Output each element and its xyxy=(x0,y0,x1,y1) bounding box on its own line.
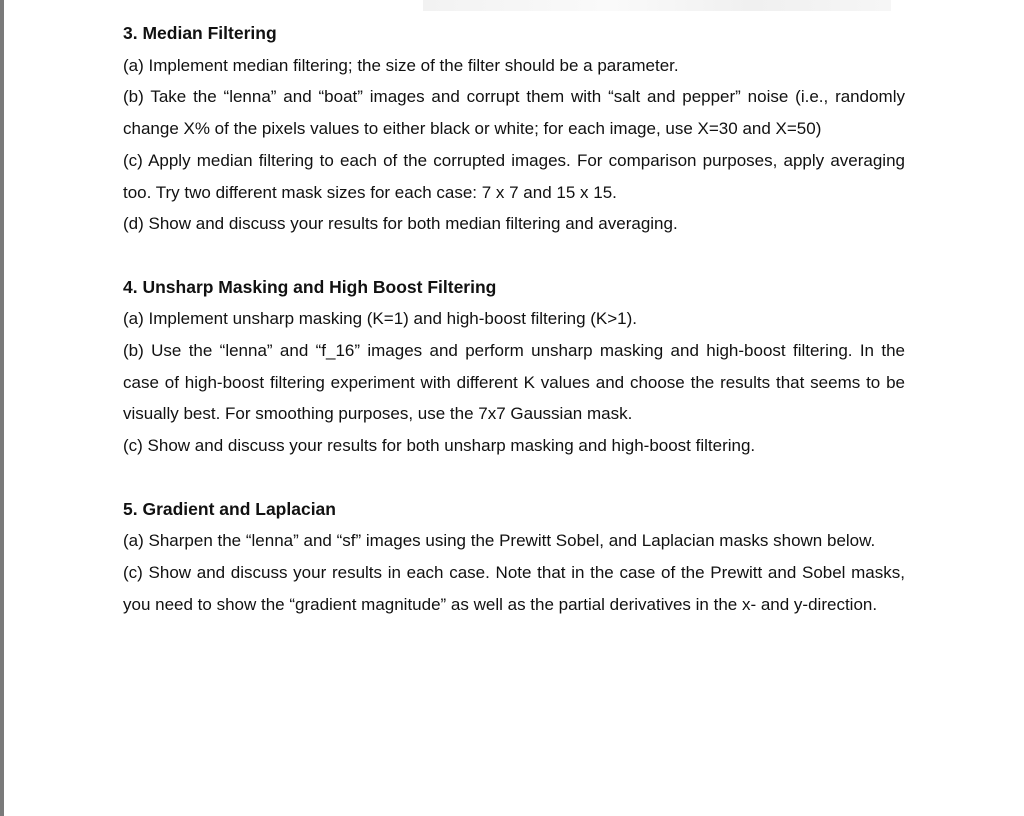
document-page xyxy=(123,18,905,620)
section-gradient-laplacian xyxy=(123,494,905,621)
viewer-left-border xyxy=(0,0,4,816)
paragraph: (b) Use the “lenna” and “f_16” images and perform unsharp masking and high-boost filtering. In the case of high-boost filtering experiment with different K values and choose the results that seems to be visually best. For smoothing purposes, use the 7x7 Gaussian mask. xyxy=(123,341,905,424)
paragraph: (a) Implement median filtering; the size of the filter should be a parameter. xyxy=(123,55,679,75)
paragraph: (a) Implement unsharp masking (K=1) and high-boost filtering (K>1). xyxy=(123,309,638,329)
section-heading: 5. Gradient and Laplacian xyxy=(123,498,336,519)
paragraph: (c) Show and discuss your results in each case. Note that in the case of the Prewitt and Sobel masks, you need to show the “gradient magnitude” as well as the partial derivatives in the x- and y-direction. xyxy=(123,562,905,614)
paragraph: (b) Take the “lenna” and “boat” images and corrupt them with “salt and pepper” noise (i.e., randomly change X% of the pixels values to either black or white; for each image, use X=30 and X=50) xyxy=(123,87,905,139)
section-unsharp-masking xyxy=(123,272,905,462)
paragraph: (d) Show and discuss your results for both median filtering and averaging. xyxy=(123,214,678,234)
section-heading: 3. Median Filtering xyxy=(123,23,277,43)
section-heading: 4. Unsharp Masking and High Boost Filtering xyxy=(123,276,497,297)
previous-page-edge xyxy=(423,0,891,11)
paragraph: (c) Apply median filtering to each of the corrupted images. For comparison purposes, apply averaging too. Try two different mask sizes for each case: 7 x 7 and 15 x 15. xyxy=(123,150,905,202)
paragraph: (c) Show and discuss your results for both unsharp masking and high-boost filtering. xyxy=(123,436,756,456)
section-median-filtering xyxy=(123,18,905,240)
paragraph: (a) Sharpen the “lenna” and “sf” images using the Prewitt Sobel, and Laplacian masks shown below. xyxy=(123,531,876,551)
